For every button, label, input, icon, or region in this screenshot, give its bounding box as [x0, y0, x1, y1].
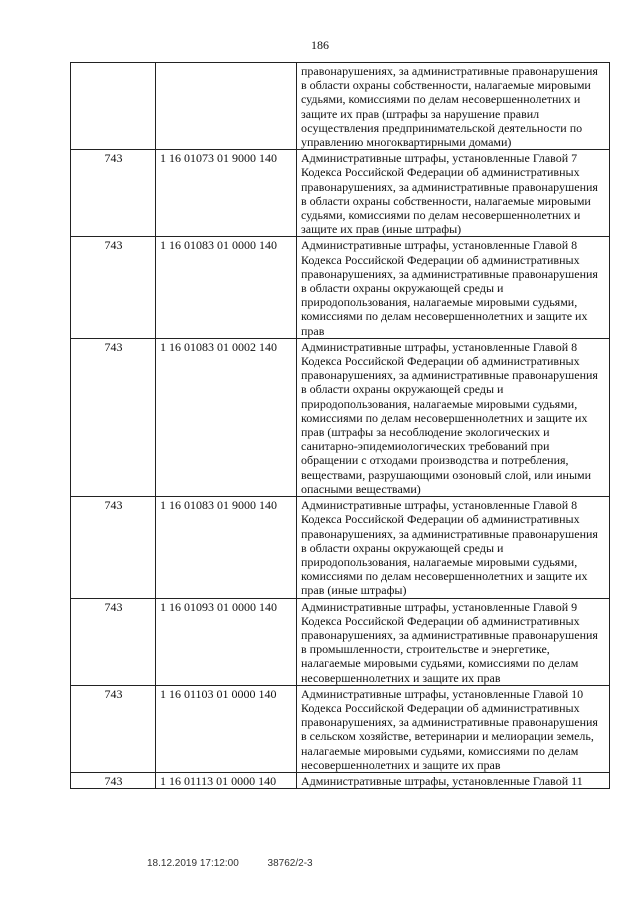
budget-code-cell: 1 16 01113 01 0000 140: [156, 772, 297, 788]
budget-codes-table: [70, 62, 610, 789]
description-cell: Административные штрафы, установленные Главой 7 Кодекса Российской Федерации об административных правонарушениях, за административные правонарушения в области охраны собственности, налагаемые мировыми судьями, комиссиями по делам несовершеннолетних и защите их прав (иные штрафы): [297, 150, 610, 237]
document-footer: [147, 858, 313, 869]
budget-code-cell: 1 16 01083 01 0002 140: [156, 338, 297, 496]
table-row: [71, 497, 610, 598]
budget-code-cell: 1 16 01093 01 0000 140: [156, 598, 297, 685]
admin-code-cell: 743: [71, 685, 156, 772]
admin-code-cell: 743: [71, 338, 156, 496]
footer-document-id: 38762/2-3: [267, 858, 313, 869]
description-cell: Административные штрафы, установленные Главой 10 Кодекса Российской Федерации об административных правонарушениях, за административные правонарушения в сельском хозяйстве, ветеринарии и мелиорации земель, налагаемые мировыми судьями, комиссиями по делам несовершеннолетних и защите их прав: [297, 685, 610, 772]
admin-code-cell: 743: [71, 772, 156, 788]
description-cell: Административные штрафы, установленные Главой 8 Кодекса Российской Федерации об административных правонарушениях, за административные правонарушения в области охраны окружающей среды и природопользования, налагаемые мировыми судьями, комиссиями по делам несовершеннолетних и защите их прав (штрафы за несоблюдение экологических и санитарно-эпидемиологических требований при обращении с отходами производства и потребления, веществами, разрушающими озоновый слой, или иными опасными веществами): [297, 338, 610, 496]
table-row: [71, 63, 610, 150]
budget-code-cell: 1 16 01083 01 9000 140: [156, 497, 297, 598]
budget-code-cell: 1 16 01073 01 9000 140: [156, 150, 297, 237]
budget-code-cell: 1 16 01083 01 0000 140: [156, 237, 297, 338]
budget-code-cell: 1 16 01103 01 0000 140: [156, 685, 297, 772]
admin-code-cell: 743: [71, 150, 156, 237]
table-row: [71, 338, 610, 496]
budget-code-cell: [156, 63, 297, 150]
table-row: [71, 685, 610, 772]
table-row: [71, 150, 610, 237]
footer-timestamp: 18.12.2019 17:12:00: [147, 858, 239, 869]
description-cell: Административные штрафы, установленные Главой 9 Кодекса Российской Федерации об административных правонарушениях, за административные правонарушения в промышленности, строительстве и энергетике, налагаемые мировыми судьями, комиссиями по делам несовершеннолетних и защите их прав: [297, 598, 610, 685]
admin-code-cell: 743: [71, 598, 156, 685]
admin-code-cell: 743: [71, 237, 156, 338]
table-row: [71, 598, 610, 685]
description-cell: Административные штрафы, установленные Главой 11: [297, 772, 610, 788]
description-cell: Административные штрафы, установленные Главой 8 Кодекса Российской Федерации об административных правонарушениях, за административные правонарушения в области охраны окружающей среды и природопользования, налагаемые мировыми судьями, комиссиями по делам несовершеннолетних и защите их прав: [297, 237, 610, 338]
description-cell: Административные штрафы, установленные Главой 8 Кодекса Российской Федерации об административных правонарушениях, за административные правонарушения в области охраны окружающей среды и природопользования, налагаемые мировыми судьями, комиссиями по делам несовершеннолетних и защите их прав (иные штрафы): [297, 497, 610, 598]
description-cell: правонарушениях, за административные правонарушения в области охраны собственности, налагаемые мировыми судьями, комиссиями по делам несовершеннолетних и защите их прав (штрафы за нарушение правил осуществления предпринимательской деятельности по управлению многоквартирными домами): [297, 63, 610, 150]
page-number: 186: [311, 38, 329, 52]
table-row: [71, 772, 610, 788]
admin-code-cell: [71, 63, 156, 150]
table-row: [71, 237, 610, 338]
admin-code-cell: 743: [71, 497, 156, 598]
